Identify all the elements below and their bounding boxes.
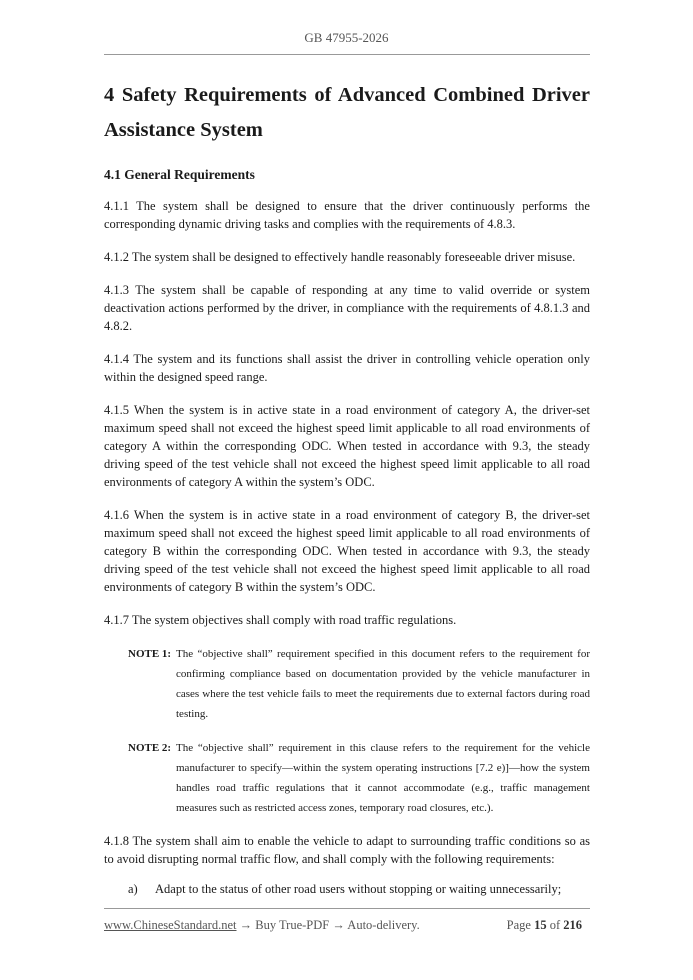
page-header	[0, 30, 693, 46]
header-divider	[104, 54, 590, 55]
of-word: of	[549, 918, 561, 932]
clause-4-1-1: 4.1.1 The system shall be designed to ensure that the driver continuously performs the corresponding dynamic driving tasks and complies with the requirements of 4.8.3.	[104, 199, 590, 231]
total-pages: 216	[563, 918, 582, 932]
note-text: The “objective shall” requirement in this clause refers to the requirement for the vehicle manufacturer to specify—within the system operating instructions [7.2 e)]—how the system handles road traffic regulations that it cannot accommodate (e.g., traffic management measures such as restricted access zones, temporary road closures, etc.).	[176, 742, 590, 814]
note-text: The “objective shall” requirement specified in this document refers to the requirement for confirming compliance based on documentation provided by the vehicle manufacturer in cases where the test vehicle fails to meet the requirements due to external factors during road testing.	[176, 648, 590, 720]
clause-4-1-6: 4.1.6 When the system is in active state in a road environment of category B, the driver-set maximum speed shall not exceed the highest speed limit applicable to all road environments of category B within the corresponding ODC. When tested in accordance with 9.3, the steady driving speed of the test vehicle shall not exceed the highest speed limit applicable to all road environments of category B within the system’s ODC.	[104, 508, 590, 594]
buy-text: → Buy True-PDF → Auto-delivery.	[239, 918, 420, 932]
note-1	[128, 644, 590, 724]
site-link[interactable]: www.ChineseStandard.net	[104, 918, 237, 932]
page-word: Page	[506, 918, 531, 932]
footer-promo	[104, 918, 420, 933]
clause-4-1-3: 4.1.3 The system shall be capable of responding at any time to valid override or system deactivation actions performed by the driver, in compliance with the requirements of 4.8.1.3 and 4.8.2.	[104, 283, 590, 333]
page-content	[104, 78, 590, 898]
note-label: NOTE 1:	[128, 648, 172, 660]
standard-code: GB 47955-2026	[304, 30, 389, 45]
clause-4-1-7: 4.1.7 The system objectives shall comply with road traffic regulations.	[104, 613, 457, 627]
page-indicator	[507, 918, 582, 933]
current-page-number: 15	[534, 918, 547, 932]
clause-4-1-4: 4.1.4 The system and its functions shall assist the driver in controlling vehicle operation only within the designed speed range.	[104, 352, 590, 384]
list-item-text: Adapt to the status of other road users without stopping or waiting unnecessarily;	[155, 882, 562, 896]
note-label: NOTE 2:	[128, 742, 172, 754]
clause-4-1-5: 4.1.5 When the system is in active state in a road environment of category A, the driver-set maximum speed shall not exceed the highest speed limit applicable to all road environments of category A within the corresponding ODC. When tested in accordance with 9.3, the steady driving speed of the test vehicle shall not exceed the highest speed limit applicable to all road environments of category A within the system’s ODC.	[104, 403, 590, 489]
list-marker: a)	[128, 882, 138, 896]
subsection-title: 4.1 General Requirements	[104, 167, 255, 182]
clause-4-1-2: 4.1.2 The system shall be designed to effectively handle reasonably foreseeable driver misuse.	[104, 250, 576, 264]
note-2	[128, 738, 590, 818]
list-item	[128, 880, 590, 898]
footer-divider	[104, 908, 590, 909]
clause-4-1-8: 4.1.8 The system shall aim to enable the vehicle to adapt to surrounding traffic conditions so as to avoid disrupting normal traffic flow, and shall comply with the following requirements:	[104, 834, 590, 866]
section-title: 4 Safety Requirements of Advanced Combined Driver Assistance System	[104, 84, 590, 141]
